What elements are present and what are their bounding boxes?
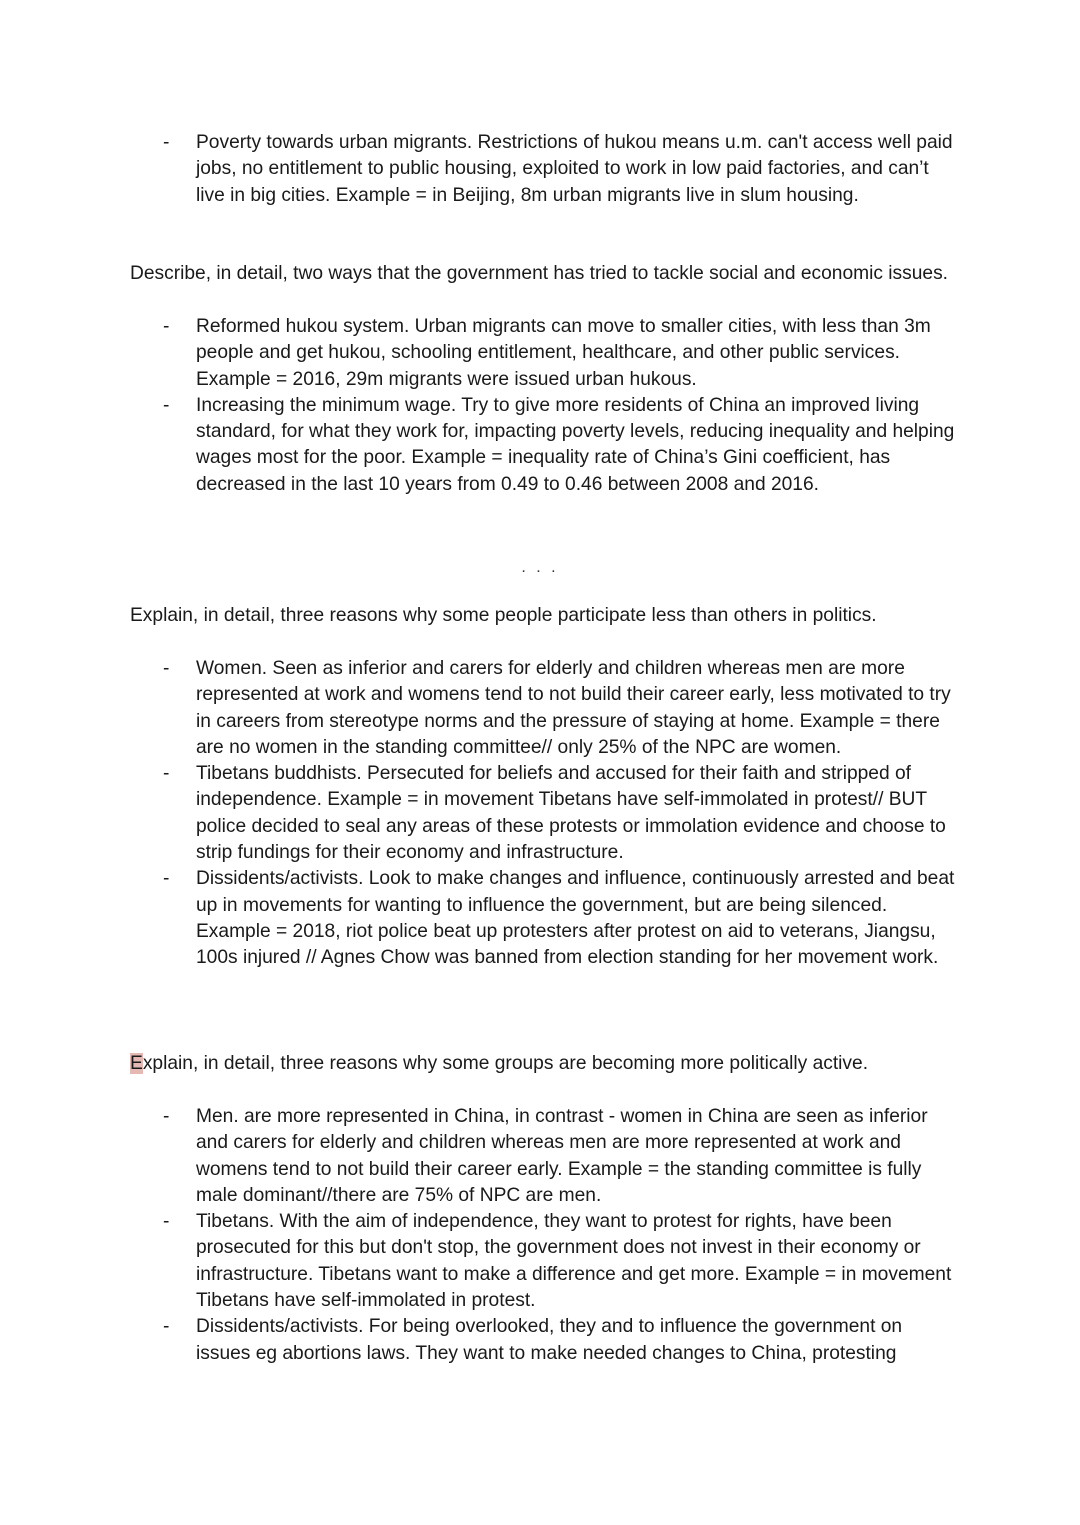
list-item-text: Increasing the minimum wage. Try to give more residents of China an improved living standard, for what they work for, impacting poverty levels, reducing inequality and helping wages most for the poor. Example = inequality rate of China’s Gini coefficient, has decreased in the last 10 years from 0.49 to 0.46 between 2008 and 2016. xyxy=(196,394,955,495)
list-item xyxy=(130,130,960,209)
list-item-text: Dissidents/activists. For being overlooked, they and to influence the government on issues eg abortions laws. They want to make needed changes to China, protesting xyxy=(196,1316,903,1364)
list-item-text: Men. are more represented in China, in contrast - women in China are seen as inferior and carers for elderly and children whereas men are more represented at work and womens tend to not build their career early. Example = the standing committee is fully male dominant//there are 75% of NPC are men. xyxy=(196,1106,928,1206)
text-cursor-highlight[interactable]: E xyxy=(130,1053,143,1074)
list-item xyxy=(130,393,960,498)
question-government-tackle-issues: Describe, in detail, two ways that the government has tried to tackle social and economic issues. xyxy=(130,263,949,284)
list-item-text: Tibetans. With the aim of independence, they want to protest for rights, have been prosecuted for this but don't stop, the government does not invest in their economy or infrastructure. Tibetans want to make a difference and get more. Example = in movement Tibetans have self-immolated in protest. xyxy=(196,1211,952,1312)
question-text: xplain, in detail, three reasons why some groups are becoming more politically active. xyxy=(142,1053,869,1074)
list-item-text: Women. Seen as inferior and carers for elderly and children whereas men are more represented at work and womens tend to not build their career early, less motivated to try in careers from stereotype norms and the pressure of staying at home. Example = there are no women in the standing committee// only 25% of the NPC are women. xyxy=(196,658,951,758)
list-item-text: Dissidents/activists. Look to make changes and influence, continuously arrested and beat up in movements for wanting to influence the government, but are being silenced. Example = 2018, riot police beat up protesters after protest on aid to veterans, Jiangsu, 100s injured // Agnes Chow was banned from election standing for her movement work. xyxy=(196,868,955,969)
list-item-text: Poverty towards urban migrants. Restrictions of hukou means u.m. can't access well paid jobs, no entitlement to public housing, exploited to work in low paid factories, and can’t live in big cities. Example = in Beijing, 8m urban migrants live in slum housing. xyxy=(196,132,953,206)
bullet-dash: - xyxy=(163,763,170,785)
list-item-text: Reformed hukou system. Urban migrants can move to smaller cities, with less than 3m people and get hukou, schooling entitlement, healthcare, and other public services. Example = 2016, 29m migrants were issued urban hukous. xyxy=(196,316,931,390)
participate-less-list xyxy=(130,656,960,972)
bullet-dash: - xyxy=(163,868,170,890)
question-more-politically-active xyxy=(130,1051,960,1077)
government-measures-list xyxy=(130,314,960,498)
bullet-dash: - xyxy=(163,658,170,679)
list-item xyxy=(130,314,960,393)
list-item xyxy=(130,761,960,866)
bullet-dash: - xyxy=(163,316,170,337)
bullet-dash: - xyxy=(163,1106,170,1127)
bullet-dash: - xyxy=(163,1316,170,1338)
list-item xyxy=(130,1104,960,1209)
poverty-list xyxy=(130,130,960,209)
bullet-dash: - xyxy=(163,1211,170,1233)
section-break: . . . xyxy=(521,559,559,576)
more-active-list xyxy=(130,1104,960,1367)
list-item xyxy=(130,656,960,761)
bullet-dash: - xyxy=(163,394,170,416)
list-item xyxy=(130,1314,960,1367)
question-participate-less: Explain, in detail, three reasons why some people participate less than others in politics. xyxy=(130,605,877,626)
list-item xyxy=(130,1209,960,1314)
bullet-dash: - xyxy=(163,132,170,153)
list-item-text: Tibetans buddhists. Persecuted for beliefs and accused for their faith and stripped of independence. Example = in movement Tibetans have self-immolated in protest// BUT police decided to seal any areas of these protests or immolation evidence and choose to strip fundings for their economy and infrastructure. xyxy=(196,763,946,864)
list-item xyxy=(130,866,960,971)
